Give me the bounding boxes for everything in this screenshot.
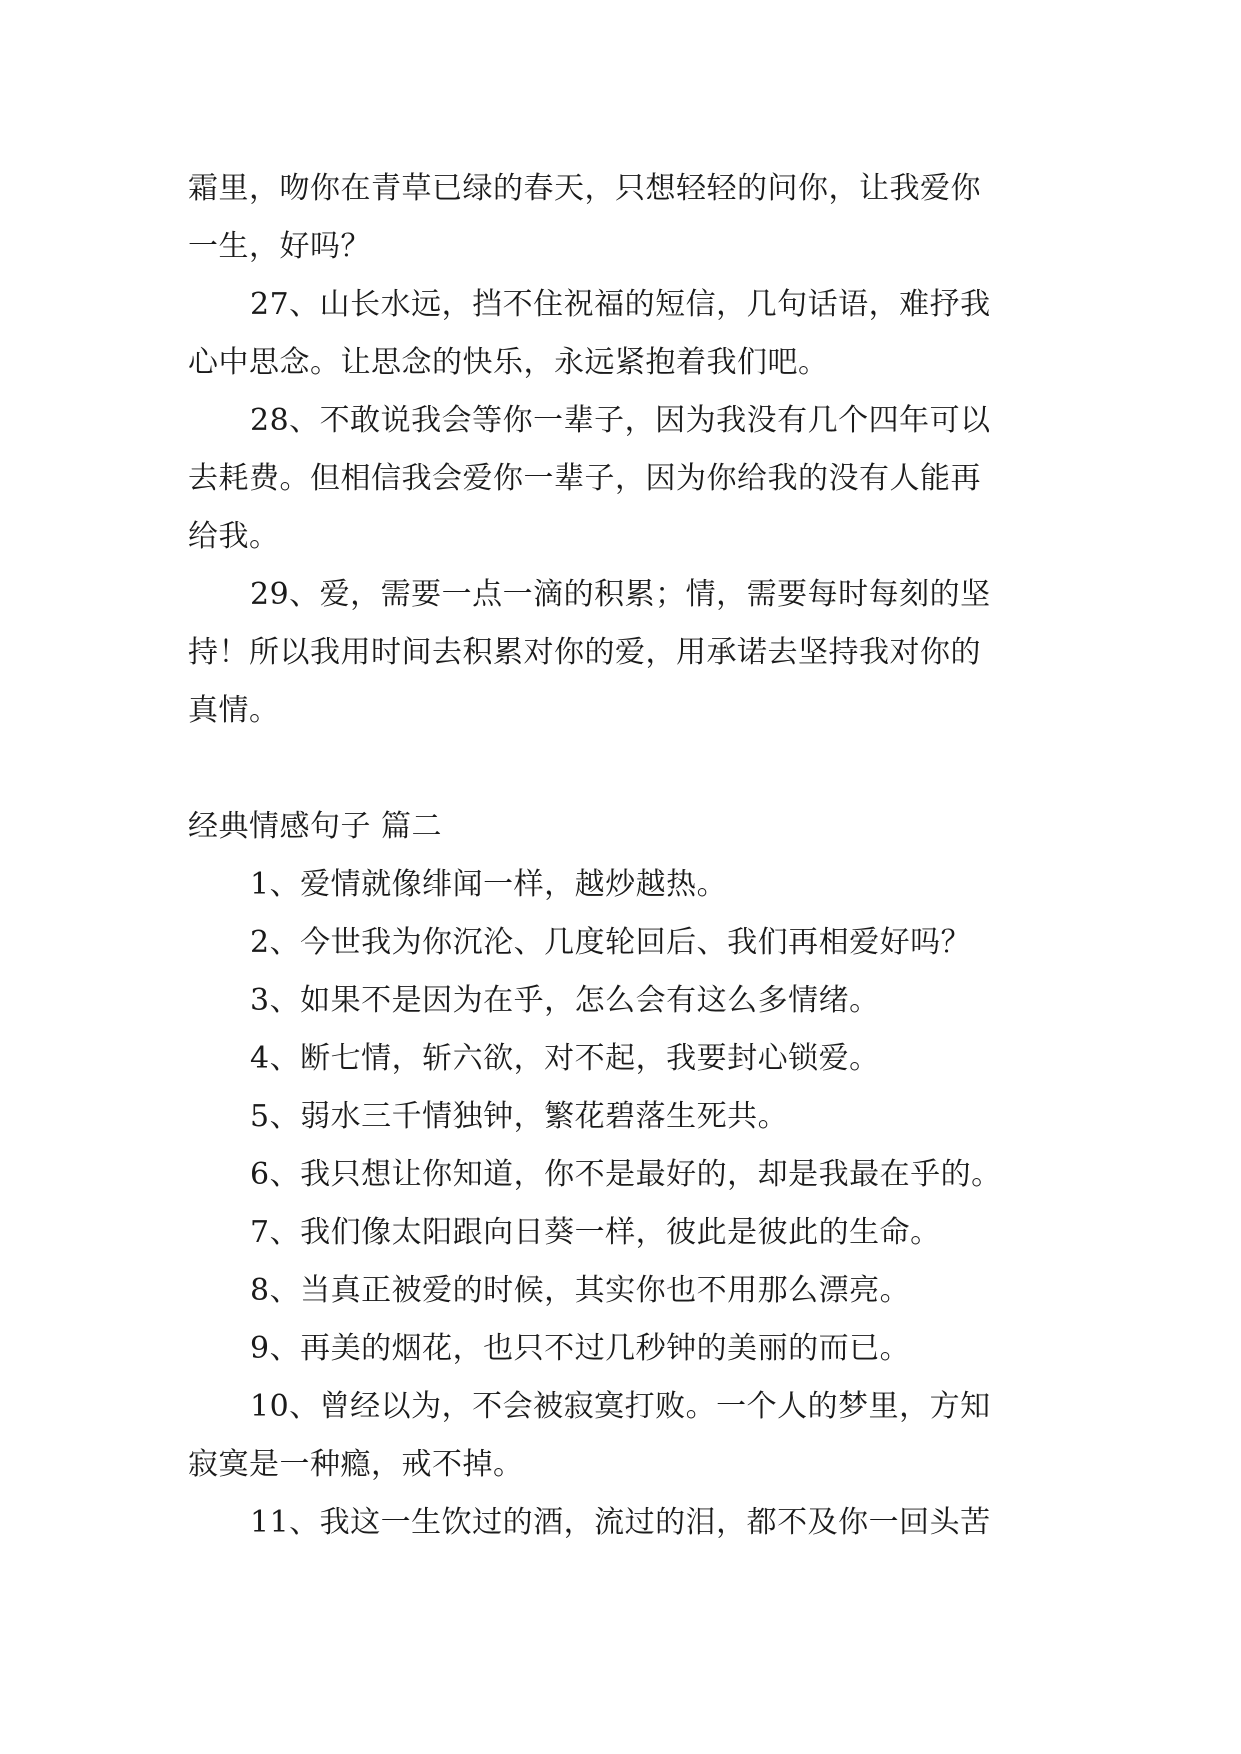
item-4: 4、断七情，斩六欲，对不起，我要封心锁爱。 [250,1041,880,1076]
item-28-line-1: 28、不敢说我会等你一辈子，因为我没有几个四年可以 [250,403,991,438]
continuation-line-2: 一生，好吗？ [188,229,371,264]
item-10-line-2: 寂寞是一种瘾，戒不掉。 [188,1447,524,1482]
item-6: 6、我只想让你知道，你不是最好的，却是我最在乎的。 [250,1157,1002,1192]
item-28-line-2: 去耗费。但相信我会爱你一辈子，因为你给我的没有人能再 [188,461,981,496]
item-10-line-1: 10、曾经以为，不会被寂寞打败。一个人的梦里，方知 [250,1389,991,1424]
document-body [188,160,1068,1552]
section-title: 经典情感句子 篇二 [188,809,443,844]
item-29-line-2: 持！所以我用时间去积累对你的爱，用承诺去坚持我对你的 [188,635,981,670]
item-5: 5、弱水三千情独钟，繁花碧落生死共。 [250,1099,789,1134]
item-1: 1、爱情就像绯闻一样，越炒越热。 [250,867,728,902]
item-9: 9、再美的烟花，也只不过几秒钟的美丽的而已。 [250,1331,911,1366]
item-3: 3、如果不是因为在乎，怎么会有这么多情绪。 [250,983,880,1018]
item-27-line-1: 27、山长水远，挡不住祝福的短信，几句话语，难抒我 [250,287,991,322]
continuation-line-1: 霜里，吻你在青草已绿的春天，只想轻轻的问你，让我爱你 [188,171,981,206]
item-11-line-1: 11、我这一生饮过的酒，流过的泪，都不及你一回头苦 [250,1505,991,1540]
item-29-line-1: 29、爱，需要一点一滴的积累；情，需要每时每刻的坚 [250,577,991,612]
item-2: 2、今世我为你沉沦、几度轮回后、我们再相爱好吗？ [250,925,972,960]
item-29-line-3: 真情。 [188,693,280,728]
item-27-line-2: 心中思念。让思念的快乐，永远紧抱着我们吧。 [188,345,829,380]
section-spacer [188,740,1068,798]
item-8: 8、当真正被爱的时候，其实你也不用那么漂亮。 [250,1273,911,1308]
item-7: 7、我们像太阳跟向日葵一样，彼此是彼此的生命。 [250,1215,941,1250]
item-28-line-3: 给我。 [188,519,280,554]
